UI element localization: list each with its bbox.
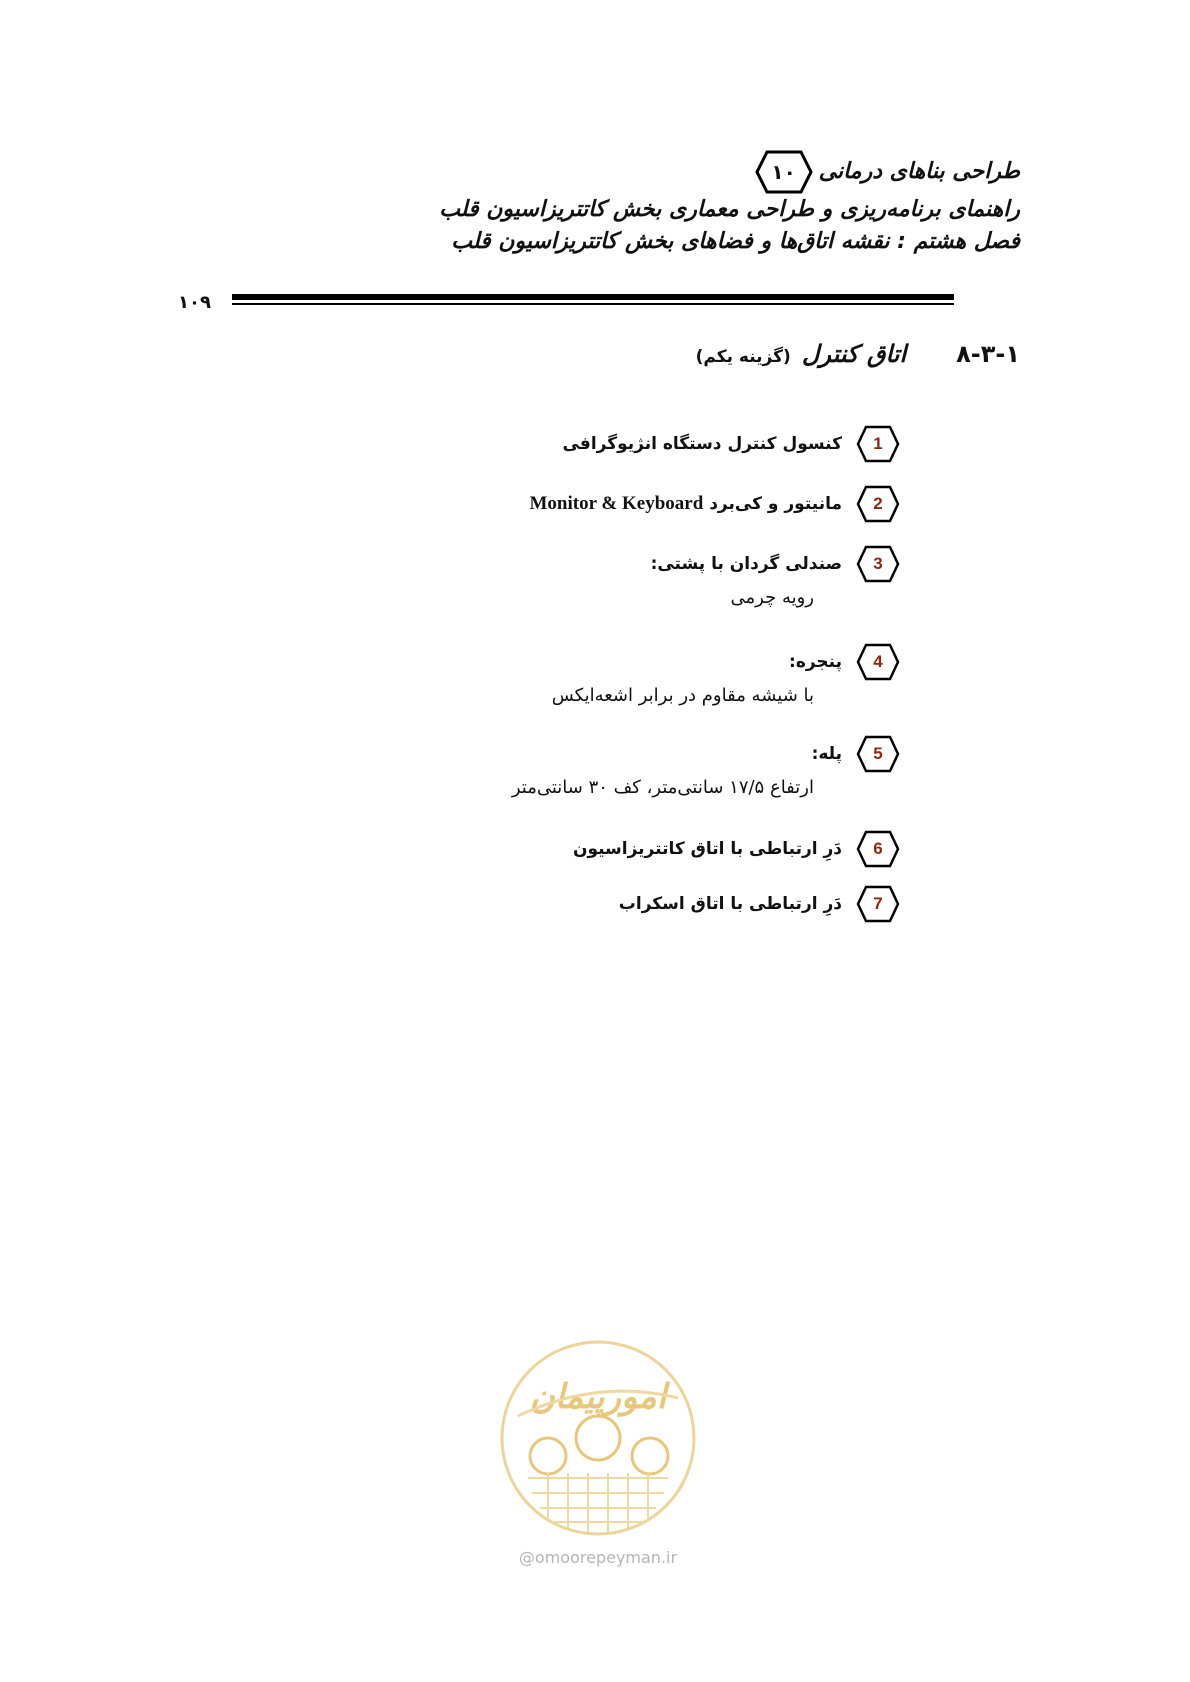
header-divider [232, 294, 954, 300]
item-description: ارتفاع ۱۷/۵ سانتی‌متر، کف ۳۰ سانتی‌متر [511, 777, 814, 798]
gear-icon [530, 1416, 668, 1474]
section-title-group [696, 340, 906, 368]
item-number-badge [856, 885, 900, 923]
item-number: 1 [873, 434, 883, 453]
item-title: کنسول کنترل دستگاه انژیوگرافی [562, 434, 842, 454]
book-series-title: طراحی بناهای درمانی [818, 159, 1020, 184]
item-title-group [529, 485, 842, 523]
section-subtitle: (گزینه یکم) [695, 347, 791, 367]
item-number-badge [856, 735, 900, 773]
list-item [619, 885, 900, 923]
item-description: رویه چرمی [730, 587, 814, 608]
item-title: دَرِ ارتباطی با اتاق اسکراب [618, 894, 842, 914]
item-number: 5 [873, 744, 883, 763]
watermark-logo [498, 1338, 698, 1538]
volume-badge [755, 150, 813, 194]
section-heading [696, 340, 1020, 368]
item-title: دَرِ ارتباطی با اتاق کاتتریزاسیون [572, 839, 842, 859]
logo-wordmark: امورپیمان [529, 1377, 667, 1417]
list-item [651, 545, 900, 613]
item-number: 7 [873, 894, 883, 913]
volume-number: ۱۰ [771, 160, 796, 184]
item-number: 4 [873, 652, 883, 671]
item-title: پله: [811, 744, 842, 764]
item-number-badge [856, 830, 900, 868]
page-header [260, 150, 1020, 258]
grid-icon [528, 1473, 668, 1532]
item-number: 3 [873, 554, 883, 573]
item-number-badge [856, 545, 900, 583]
item-number-badge [856, 425, 900, 463]
item-number-badge [856, 485, 900, 523]
item-number-badge [856, 643, 900, 681]
section-number: ۸-۳-۱ [956, 340, 1020, 368]
header-divider-thin [232, 303, 954, 305]
section-title: اتاق کنترل [801, 340, 907, 368]
item-title: پنجره: [789, 652, 842, 672]
item-title-latin: Monitor & Keyboard [529, 493, 704, 514]
list-item [529, 485, 900, 523]
list-item [573, 830, 900, 868]
page-number: ۱۰۹ [178, 292, 211, 313]
item-title: مانیتور و کی‌برد [709, 494, 842, 514]
item-description: با شیشه مقاوم در برابر اشعه‌ایکس [551, 685, 814, 706]
watermark-site: @omoorepeyman.ir [518, 1548, 678, 1567]
item-title: صندلی گردان با پشتی: [650, 554, 842, 574]
list-item [562, 425, 900, 463]
item-number: 2 [873, 494, 883, 513]
header-line-1 [260, 150, 1020, 194]
chapter-title: فصل هشتم : نقشه اتاق‌ها و فضاهای بخش کاتتریزاسیون قلب [451, 229, 1020, 254]
book-title: راهنمای برنامه‌ریزی و طراحی معماری بخش کاتتریزاسیون قلب [439, 197, 1020, 222]
item-number: 6 [873, 839, 883, 858]
list-item [512, 735, 900, 803]
list-item [552, 643, 900, 711]
